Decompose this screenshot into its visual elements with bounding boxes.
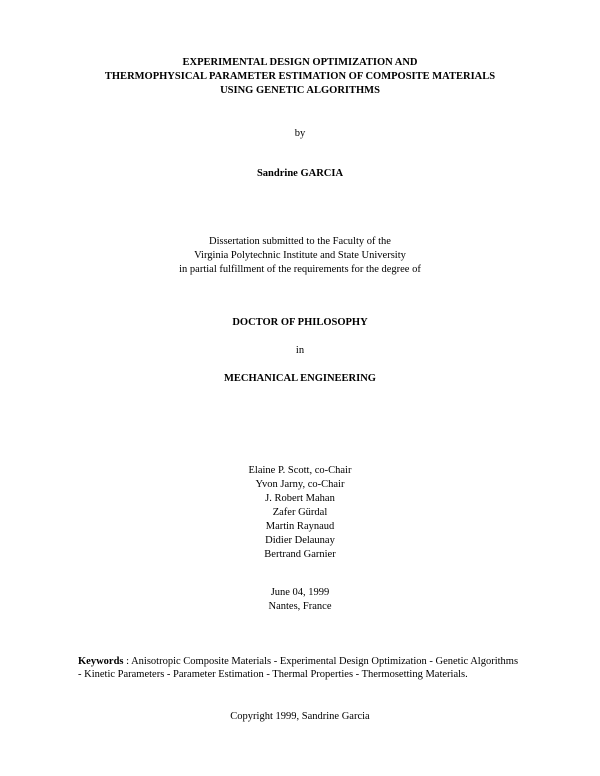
degree-name: DOCTOR OF PHILOSOPHY	[232, 317, 368, 328]
date-location	[0, 586, 600, 614]
keywords-paragraph	[78, 655, 524, 681]
field-of-study: MECHANICAL ENGINEERING	[224, 373, 376, 384]
copyright-notice: Copyright 1999, Sandrine Garcia	[230, 711, 370, 722]
in-label: in	[295, 345, 305, 356]
submission-line: in partial fulfillment of the requirements for the degree of	[179, 264, 421, 275]
committee-member: Didier Delaunay	[265, 535, 335, 546]
keywords-separator: :	[123, 656, 132, 667]
author-name: Sandrine GARCIA	[256, 168, 344, 179]
committee-member: Bertrand Garnier	[264, 549, 336, 560]
defense-date: June 04, 1999	[270, 587, 330, 598]
committee-member: Martin Raynaud	[265, 521, 335, 532]
committee-member: Elaine P. Scott, co-Chair	[248, 465, 352, 476]
committee-member: Yvon Jarny, co-Chair	[255, 479, 345, 490]
committee-member: Zafer Gürdal	[272, 507, 328, 518]
committee-member: J. Robert Mahan	[265, 493, 335, 504]
dissertation-title	[0, 56, 600, 98]
submission-statement	[0, 235, 600, 277]
by-label: by	[294, 128, 306, 139]
submission-line: Virginia Polytechnic Institute and State University	[194, 250, 406, 261]
committee-list	[0, 464, 600, 562]
title-line: USING GENETIC ALGORITHMS	[220, 85, 380, 96]
keywords-label: Keywords	[78, 656, 124, 667]
title-line: THERMOPHYSICAL PARAMETER ESTIMATION OF COMPOSITE MATERIALS	[104, 71, 496, 82]
keywords-text: Anisotropic Composite Materials - Experimental Design Optimization - Genetic Algorithms - Kinetic Parameters - Parameter Estimation - Thermal Properties - Thermosetting Materials.	[78, 656, 519, 680]
submission-line: Dissertation submitted to the Faculty of the	[209, 236, 391, 247]
defense-location: Nantes, France	[268, 601, 332, 612]
title-line: EXPERIMENTAL DESIGN OPTIMIZATION AND	[182, 57, 418, 68]
